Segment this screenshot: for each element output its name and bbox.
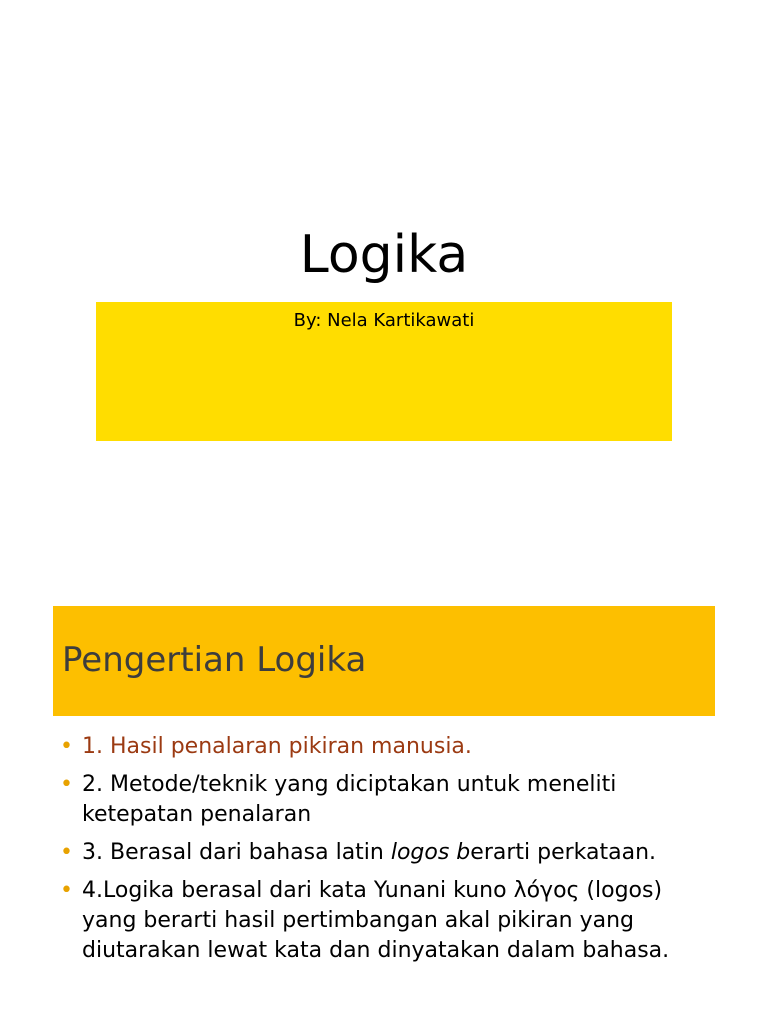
bullet-item <box>60 838 720 868</box>
bullet-list <box>60 732 720 974</box>
bullet-text-part: erarti perkataan. <box>470 840 657 865</box>
bullet-dot-icon: • <box>60 734 73 759</box>
bullet-dot-icon: • <box>60 878 73 903</box>
slide-title: Logika <box>299 225 469 285</box>
bullet-item <box>60 732 720 762</box>
bullet-text: 4.Logika berasal dari kata Yunani kuno λόγος (logos) yang berarti hasil pertimbangan akal pikiran yang diutarakan lewat kata dan dinyatakan dalam bahasa. <box>82 878 670 963</box>
bullet-dot-icon: • <box>60 772 73 797</box>
heading-bar <box>53 606 715 716</box>
slide-subtitle: By: Nela Kartikawati <box>293 310 475 331</box>
bullet-text-italic: logos b <box>390 840 471 865</box>
bullet-text <box>82 840 656 865</box>
bullet-text: 1. Hasil penalaran pikiran manusia. <box>82 734 472 759</box>
content-slide <box>0 576 768 1024</box>
bullet-dot-icon: • <box>60 840 73 865</box>
bullet-item <box>60 770 720 830</box>
bullet-text-part: 3. Berasal dari bahasa latin <box>82 840 391 865</box>
slide-heading: Pengertian Logika <box>62 640 367 680</box>
bullet-item <box>60 876 720 966</box>
subtitle-box <box>96 302 672 441</box>
bullet-text: 2. Metode/teknik yang diciptakan untuk meneliti ketepatan penalaran <box>82 772 617 827</box>
